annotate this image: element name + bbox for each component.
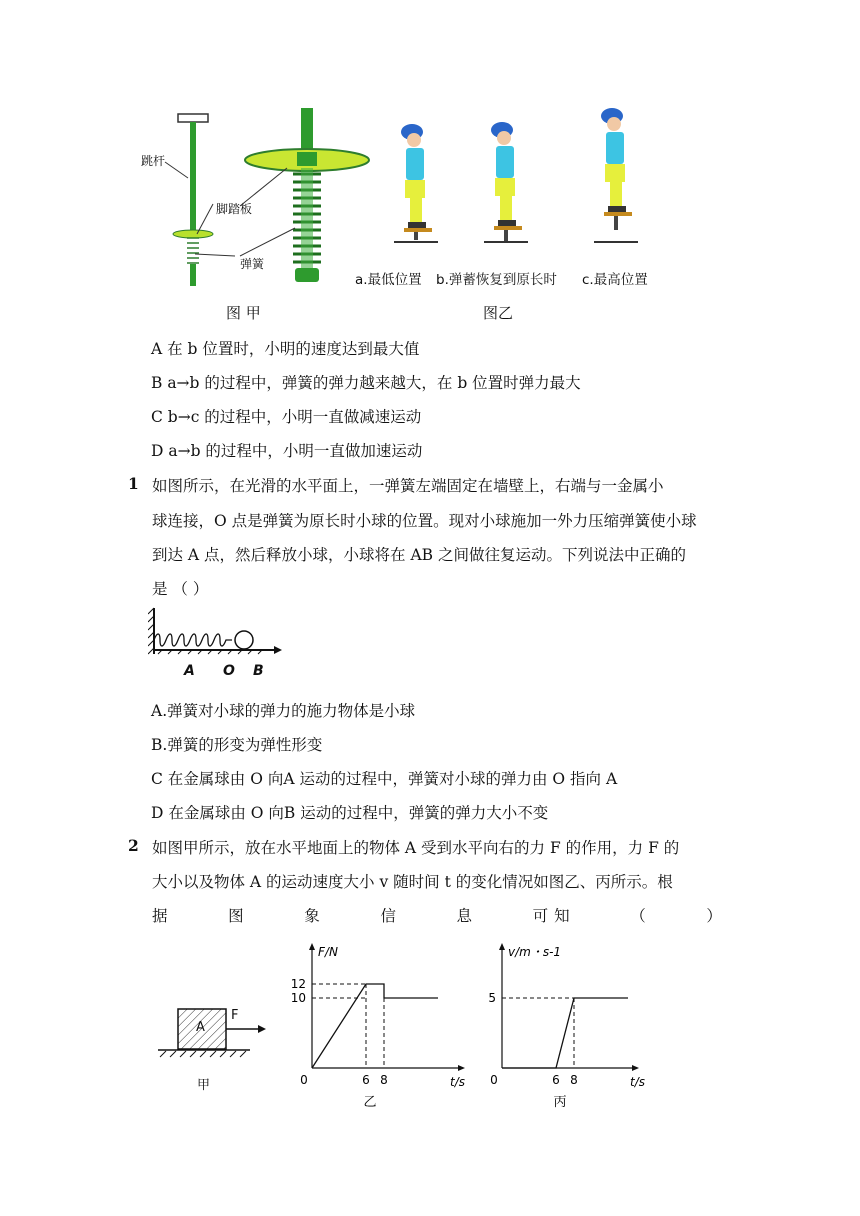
chart-caption: 乙 xyxy=(363,1095,377,1108)
y-tick-label: 10 xyxy=(290,991,306,1005)
label-natural-length: b.弹蓄恢复到原长时 xyxy=(436,272,557,288)
force-time-chart xyxy=(290,938,480,1108)
x-axis-arrow xyxy=(458,1065,465,1071)
question-1-line: 是 （ ） xyxy=(152,580,209,598)
jump-positions-figure xyxy=(380,108,680,266)
question-1-option-b: B.弹簧的形变为弹性形变 xyxy=(151,736,323,754)
word: 知 xyxy=(554,907,570,925)
x-tick-label: 6 xyxy=(552,1073,560,1087)
x-tick-label: 0 xyxy=(490,1073,498,1087)
y-axis-label: F/N xyxy=(318,945,338,959)
caption-fig-jia: 图 甲 xyxy=(226,304,261,322)
block-force-figure xyxy=(150,995,270,1065)
block-label: A xyxy=(196,1020,205,1035)
question-1-line: 到达 A 点，然后释放小球，小球将在 AB 之间做往复运动。下列说法中正确的 xyxy=(152,546,686,564)
chart-caption: 丙 xyxy=(553,1095,567,1108)
question-1-option-d: D 在金属球由 O 向B 运动的过程中，弹簧的弹力大小不变 xyxy=(151,804,549,822)
y-axis-label: v/m・s-1 xyxy=(508,945,562,959)
x-axis-label: t/s xyxy=(630,1075,645,1089)
word: 图 xyxy=(228,907,244,925)
word: 可 xyxy=(532,907,549,925)
label-tiaogan: 跳杆 xyxy=(141,154,166,168)
y-axis-arrow xyxy=(309,943,315,950)
prev-option-d: D a→b 的过程中，小明一直做加速运动 xyxy=(151,442,423,460)
force-label: F xyxy=(231,1008,239,1023)
question-1-number: 1 xyxy=(128,474,139,493)
question-2-line: 如图甲所示，放在水平地面上的物体 A 受到水平向右的力 F 的作用，力 F 的 xyxy=(152,839,680,857)
person-highest xyxy=(594,108,638,242)
spring-ball-figure xyxy=(148,606,288,656)
label-lowest: a.最低位置 xyxy=(355,272,422,288)
question-1-line: 如图所示，在光滑的水平面上，一弹簧左端固定在墙壁上，右端与一金属小 xyxy=(152,477,664,495)
x-tick-label: 6 xyxy=(362,1073,370,1087)
person-lowest xyxy=(394,124,438,242)
answer-close-paren: ） xyxy=(706,907,722,925)
point-label-a: A xyxy=(184,663,195,679)
velocity-time-chart xyxy=(480,938,650,1108)
question-2-line: 大小以及物体 A 的运动速度大小 v 随时间 t 的变化情况如图乙、丙所示。根 xyxy=(152,873,673,891)
point-label-o: O xyxy=(223,663,235,679)
word: 象 xyxy=(304,907,320,925)
x-tick-label: 0 xyxy=(300,1073,308,1087)
x-axis-label: t/s xyxy=(450,1075,465,1089)
word-group xyxy=(533,904,570,926)
label-tanhuang: 弹簧 xyxy=(240,257,265,271)
y-axis-arrow xyxy=(499,943,505,950)
data-line xyxy=(502,998,628,1068)
label-jiaotaban: 脚踏板 xyxy=(216,202,253,216)
question-1-option-a: A.弹簧对小球的弹力的施力物体是小球 xyxy=(151,702,416,720)
word: 据 xyxy=(152,907,168,925)
caption-fig-yi: 图乙 xyxy=(483,304,514,322)
x-tick-label: 8 xyxy=(570,1073,578,1087)
question-1-line: 球连接，O 点是弹簧为原长时小球的位置。现对小球施加一外力压缩弹簧使小球 xyxy=(152,512,697,530)
label-highest: c.最高位置 xyxy=(582,272,648,288)
x-tick-label: 8 xyxy=(380,1073,388,1087)
caption-q2-jia: 甲 xyxy=(197,1078,211,1093)
word: 息 xyxy=(456,907,473,925)
prev-option-c: C b→c 的过程中，小明一直做减速运动 xyxy=(151,408,422,426)
question-2-number: 2 xyxy=(128,836,139,855)
prev-option-b: B a→b 的过程中，弹簧的弹力越来越大，在 b 位置时弹力最大 xyxy=(151,374,581,392)
y-tick-label: 12 xyxy=(290,977,306,991)
question-2-line-spread xyxy=(152,904,722,926)
question-1-option-c: C 在金属球由 O 向A 运动的过程中，弹簧对小球的弹力由 O 指向 A xyxy=(151,770,618,788)
data-line xyxy=(312,984,438,1068)
x-axis-arrow xyxy=(632,1065,639,1071)
answer-open-paren: （ xyxy=(630,907,646,925)
person-spring-natural xyxy=(484,122,528,242)
y-tick-label: 5 xyxy=(488,991,496,1005)
point-label-b: B xyxy=(253,663,264,679)
prev-option-a: A 在 b 位置时，小明的速度达到最大值 xyxy=(151,340,420,358)
word: 信 xyxy=(380,907,396,925)
